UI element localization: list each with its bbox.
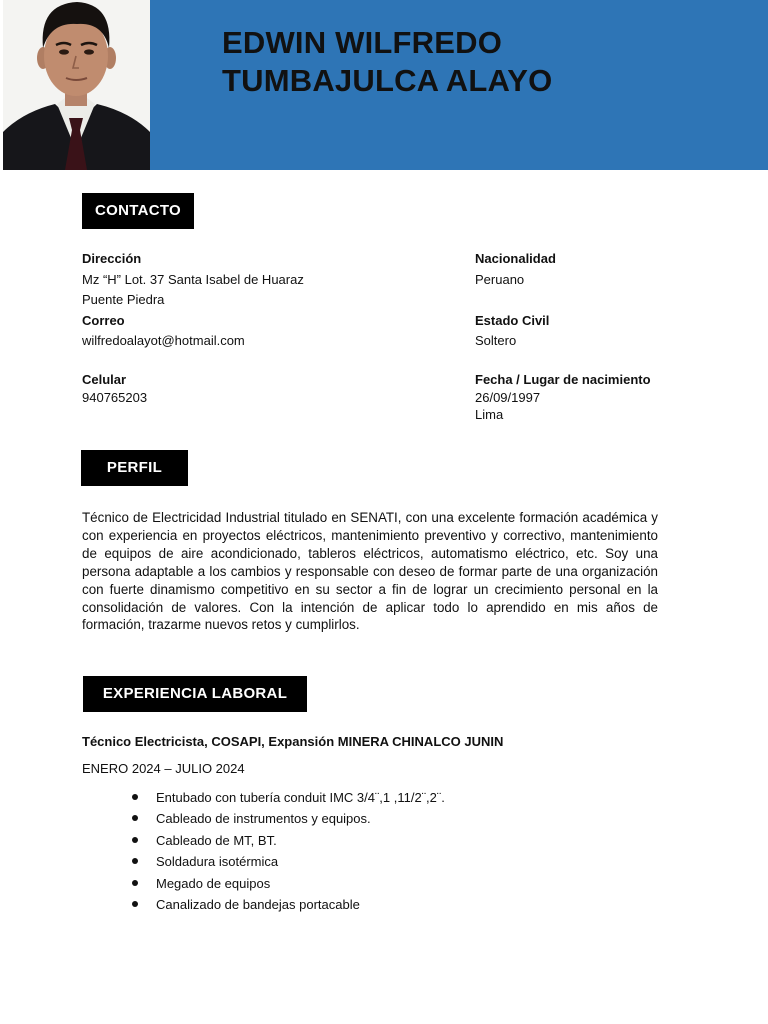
civil-status-value: Soltero [475, 333, 517, 348]
phone-label: Celular [82, 372, 127, 387]
profile-section-heading: PERFIL [81, 450, 188, 486]
list-item [130, 894, 445, 915]
experience-section-heading: EXPERIENCIA LABORAL [83, 676, 307, 712]
nationality-label: Nacionalidad [475, 251, 556, 266]
birth-label: Fecha / Lugar de nacimiento [475, 372, 651, 387]
bullet-icon [132, 880, 138, 886]
email-label: Correo [82, 313, 125, 328]
task-text: Megado de equipos [156, 875, 271, 891]
birth-date-value: 26/09/1997 [475, 390, 541, 405]
task-text: Canalizado de bandejas portacable [156, 897, 360, 913]
list-item [130, 787, 445, 808]
contact-section-heading: CONTACTO [82, 193, 194, 229]
nationality-value: Peruano [475, 272, 525, 287]
job-dates: ENERO 2024 – JULIO 2024 [82, 761, 245, 776]
bullet-icon [132, 858, 138, 864]
email-value: wilfredoalayot@hotmail.com [82, 333, 245, 348]
bullet-icon [132, 901, 138, 907]
address-line-1: Mz “H” Lot. 37 Santa Isabel de Huaraz [82, 272, 304, 287]
list-item [130, 851, 445, 872]
list-item [130, 830, 445, 851]
task-text: Cableado de instrumentos y equipos. [156, 811, 371, 827]
address-label: Dirección [82, 251, 142, 266]
portrait-image [3, 0, 150, 170]
profile-photo [3, 0, 150, 170]
task-text: Soldadura isotérmica [156, 854, 279, 870]
birth-place-value: Lima [475, 407, 504, 422]
bullet-icon [132, 837, 138, 843]
task-text: Entubado con tubería conduit IMC 3/4¨,1 ,11/2¨,2¨. [156, 790, 445, 805]
civil-status-label: Estado Civil [475, 313, 550, 328]
bullet-icon [132, 815, 138, 821]
list-item [130, 873, 445, 894]
profile-paragraph: Técnico de Electricidad Industrial titulado en SENATI, con una excelente formación académica y con experiencia en proyectos eléctricos, mantenimiento preventivo y correctivo, mantenimiento de equipos de aire acondicionado, tableros eléctricos, automatismo eléctrico, etc. Soy una persona adaptable a los cambios y responsable con deseo de formar parte de una organización con fuerte dinamismo competitivo en su sector a fin de lograr un crecimiento personal en la consolidación de valores. Con la intención de aplicar todo lo aprendido en mis años de formación, trazarme nuevos retos y cumplirlos. [82, 510, 658, 633]
phone-value: 940765203 [82, 390, 148, 405]
address-line-2: Puente Piedra [82, 292, 165, 307]
name-line-1: EDWIN WILFREDO [222, 25, 503, 60]
list-item [130, 808, 445, 829]
job-title: Técnico Electricista, COSAPI, Expansión MINERA CHINALCO JUNIN [82, 734, 504, 749]
bullet-icon [132, 794, 138, 800]
name-line-2: TUMBAJULCA ALAYO [222, 63, 553, 98]
job-tasks-list [130, 787, 445, 915]
task-text: Cableado de MT, BT. [156, 832, 277, 848]
candidate-name [222, 24, 552, 100]
